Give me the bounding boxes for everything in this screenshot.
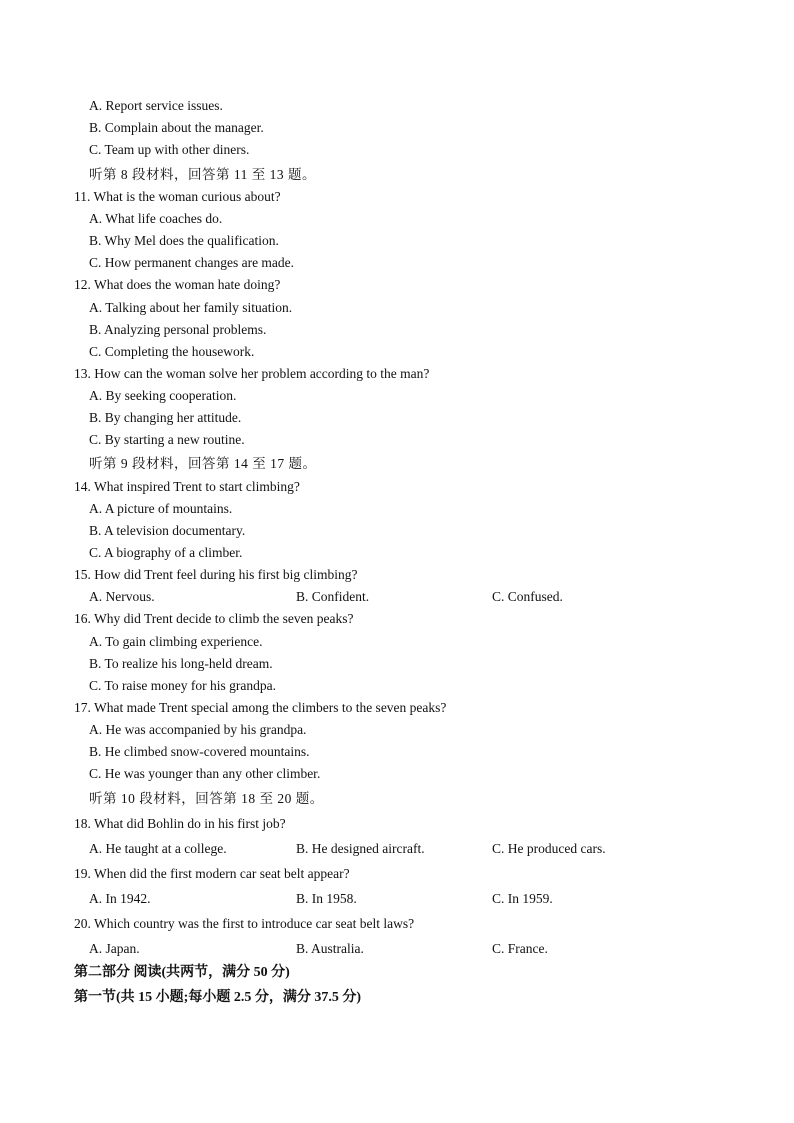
- q12-option-b: B. Analyzing personal problems.: [89, 322, 267, 337]
- q13-option-c: C. By starting a new routine.: [89, 432, 245, 447]
- q16-option-b: B. To realize his long-held dream.: [89, 656, 273, 671]
- q11-option-c: C. How permanent changes are made.: [89, 255, 295, 270]
- q15-option-b: B. Confident.: [296, 589, 370, 604]
- q14-stem: 14. What inspired Trent to start climbing?: [74, 479, 300, 494]
- q12-stem: 12. What does the woman hate doing?: [74, 277, 281, 292]
- q19-option-c: C. In 1959.: [492, 891, 553, 906]
- q19-option-a: A. In 1942.: [89, 891, 151, 906]
- q17-stem: 17. What made Trent special among the climbers to the seven peaks?: [74, 700, 447, 715]
- q20-option-b: B. Australia.: [296, 941, 364, 956]
- q11-option-a: A. What life coaches do.: [89, 211, 223, 226]
- section-8-instruction: 听第 8 段材料，回答第 11 至 13 题。: [89, 167, 316, 182]
- q11-stem: 11. What is the woman curious about?: [74, 189, 281, 204]
- q18-option-a: A. He taught at a college.: [89, 841, 227, 856]
- q18-option-b: B. He designed aircraft.: [296, 841, 425, 856]
- part-2-section-1-heading: 第一节(共 15 小题;每小题 2.5 分，满分 37.5 分): [74, 990, 361, 1005]
- q12-option-a: A. Talking about her family situation.: [89, 300, 293, 315]
- q17-option-a: A. He was accompanied by his grandpa.: [89, 722, 307, 737]
- q13-stem: 13. How can the woman solve her problem according to the man?: [74, 366, 430, 381]
- q13-option-b: B. By changing her attitude.: [89, 410, 242, 425]
- q19-stem: 19. When did the first modern car seat belt appear?: [74, 866, 350, 881]
- q11-option-b: B. Why Mel does the qualification.: [89, 233, 279, 248]
- q14-option-c: C. A biography of a climber.: [89, 545, 243, 560]
- q18-stem: 18. What did Bohlin do in his first job?: [74, 816, 286, 831]
- q16-option-a: A. To gain climbing experience.: [89, 634, 263, 649]
- q20-option-a: A. Japan.: [89, 941, 140, 956]
- q16-option-c: C. To raise money for his grandpa.: [89, 678, 277, 693]
- q14-option-a: A. A picture of mountains.: [89, 501, 233, 516]
- q10-option-c: C. Team up with other diners.: [89, 142, 250, 157]
- q17-option-b: B. He climbed snow-covered mountains.: [89, 744, 310, 759]
- q17-option-c: C. He was younger than any other climber.: [89, 766, 321, 781]
- q14-option-b: B. A television documentary.: [89, 523, 246, 538]
- q10-option-a: A. Report service issues.: [89, 98, 223, 113]
- q13-option-a: A. By seeking cooperation.: [89, 388, 237, 403]
- q20-stem: 20. Which country was the first to introduce car seat belt laws?: [74, 916, 415, 931]
- q18-option-c: C. He produced cars.: [492, 841, 606, 856]
- part-2-heading: 第二部分 阅读(共两节，满分 50 分): [74, 965, 290, 980]
- q19-option-b: B. In 1958.: [296, 891, 357, 906]
- section-10-instruction: 听第 10 段材料，回答第 18 至 20 题。: [89, 791, 324, 806]
- q16-stem: 16. Why did Trent decide to climb the seven peaks?: [74, 611, 354, 626]
- q20-option-c: C. France.: [492, 941, 548, 956]
- q12-option-c: C. Completing the housework.: [89, 344, 255, 359]
- q15-option-c: C. Confused.: [492, 589, 563, 604]
- q15-option-a: A. Nervous.: [89, 589, 155, 604]
- q15-stem: 15. How did Trent feel during his first big climbing?: [74, 567, 358, 582]
- q10-option-b: B. Complain about the manager.: [89, 120, 264, 135]
- section-9-instruction: 听第 9 段材料，回答第 14 至 17 题。: [89, 456, 317, 471]
